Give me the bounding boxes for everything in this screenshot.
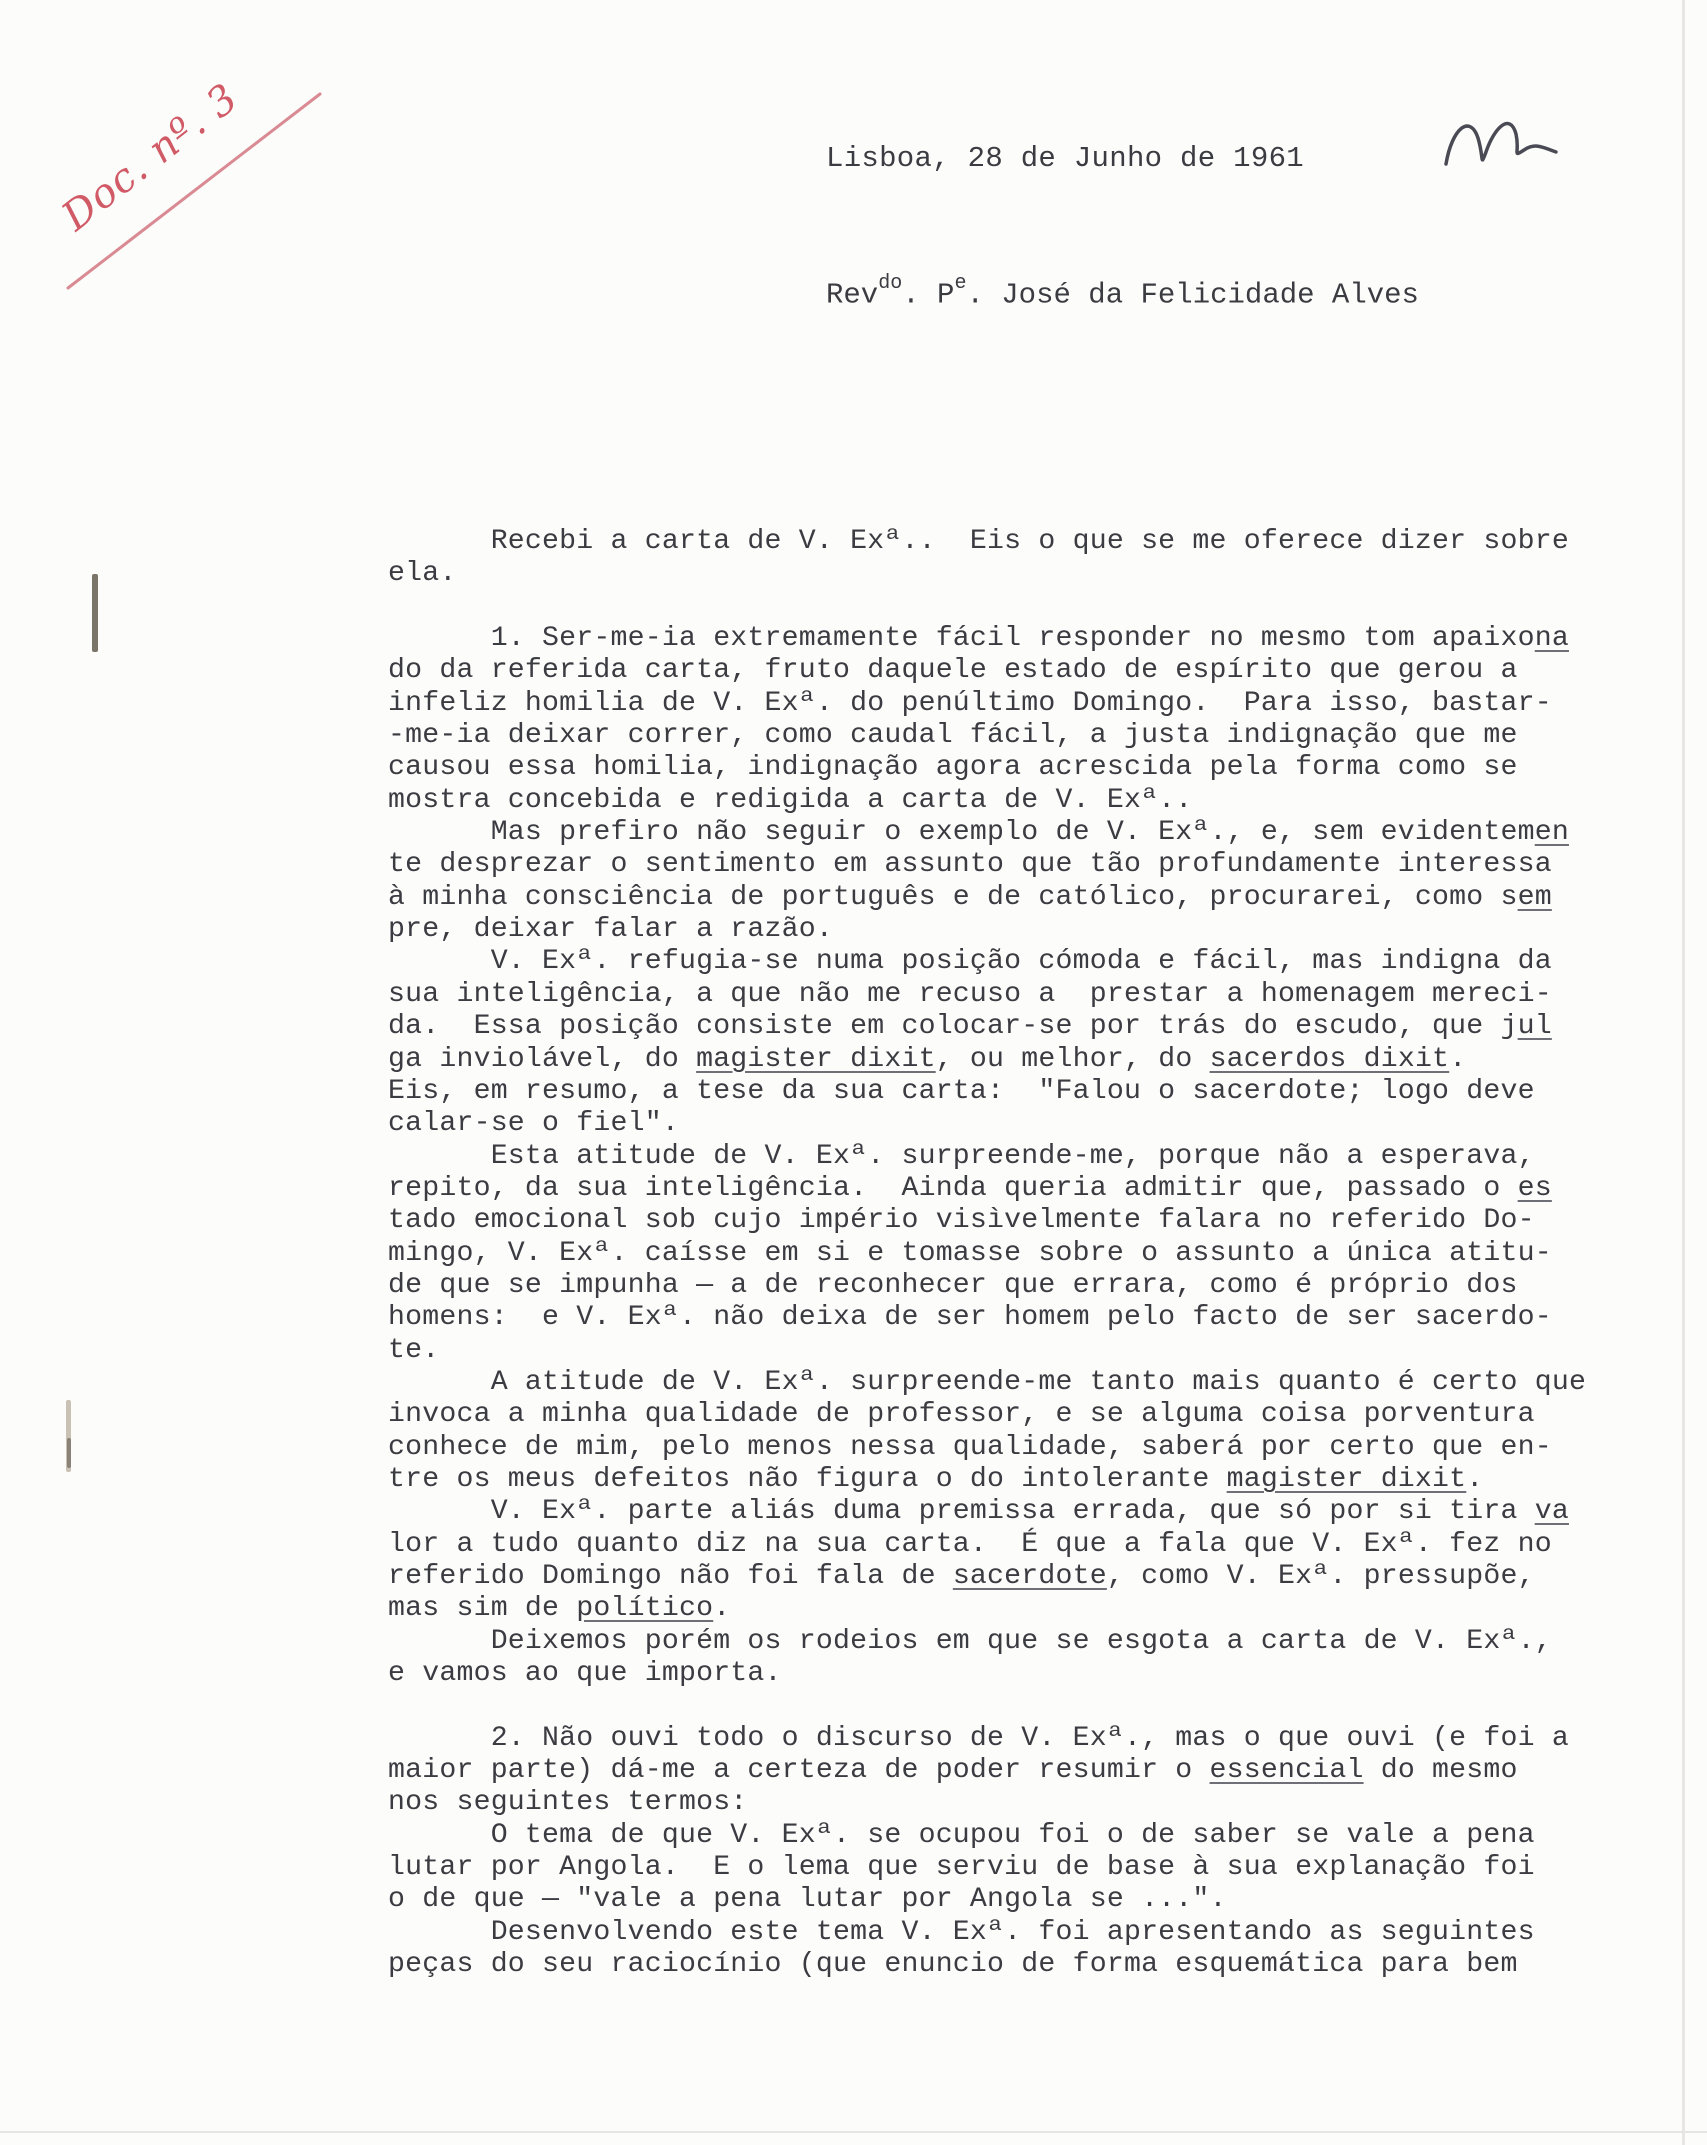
letter-line: mas sim de político. [388,1593,731,1625]
letter-line: mingo, V. Exª. caísse em si e tomasse sobre o assunto a única atitu- [388,1237,1552,1269]
underlined-text: político [576,1593,714,1625]
letter-line: -me-ia deixar correr, como caudal fácil, a justa indignação que me [388,720,1518,752]
letter-line: referido Domingo não foi fala de sacerdote, como V. Exª. pressupõe, [388,1561,1535,1592]
letter-line: 1. Ser-me-ia extremamente fácil responder no mesmo tom apaixona [388,623,1569,655]
underlined-text: en [1534,817,1569,849]
letter-line: nos seguintes termos: [388,1787,748,1819]
letter-line: infeliz homilia de V. Exª. do penúltimo Domingo. Para isso, bastar- [388,687,1552,719]
letter-line: te. [388,1334,440,1366]
underlined-text: magister dixit [696,1043,936,1075]
letter-line: Mas prefiro não seguir o exemplo de V. Exª., e, sem evidentemen [388,817,1569,849]
letter-line: V. Exª. parte aliás duma premissa errada, que só por si tira va [388,1496,1569,1528]
letter-line: causou essa homilia, indignação agora acrescida pela forma como se [388,752,1518,784]
letter-line: te desprezar o sentimento em assunto que tão profundamente interessa [388,849,1552,881]
letter-line: Esta atitude de V. Exª. surpreende-me, porque não a esperava, [388,1140,1535,1172]
letter-line: ela. [388,558,457,590]
letter-line: da. Essa posição consiste em colocar-se por trás do escudo, que jul [388,1011,1552,1043]
letter-line: Recebi a carta de V. Exª.. Eis o que se me oferece dizer sobre [388,526,1569,557]
letter-line: ga inviolável, do magister dixit, ou melhor, do sacerdos dixit. [388,1043,1467,1075]
underlined-text: va [1534,1496,1569,1528]
letter-line: Desenvolvendo este tema V. Exª. foi apresentando as seguintes [388,1916,1535,1948]
letter-line: 2. Não ouvi todo o discurso de V. Exª., mas o que ouvi (e foi a [388,1722,1569,1754]
letter-line: à minha consciência de português e de católico, procurarei, como sem [388,881,1552,913]
letter-line: Eis, em resumo, a tese da sua carta: "Falou o sacerdote; logo deve [388,1075,1535,1107]
underlined-text: sacerdos dixit [1209,1043,1450,1075]
letter-line: lutar por Angola. E o lema que serviu de base à sua explanação foi [388,1852,1535,1884]
letter-line: do da referida carta, fruto daquele estado de espírito que gerou a [388,655,1518,687]
letter-line: tado emocional sob cujo império visìvelmente falara no referido Do- [388,1205,1535,1237]
letter-line: O tema de que V. Exª. se ocupou foi o de saber se vale a pena [388,1819,1535,1851]
handwritten-initial-icon [1440,108,1560,178]
addressee-prefix: Rev [826,278,879,312]
staple-mark [92,574,98,652]
letter-line: V. Exª. refugia-se numa posição cómoda e fácil, mas indigna da [388,946,1552,978]
letter-line: peças do seu raciocínio (que enuncio de forma esquemática para bem [388,1949,1518,1981]
letter-date: Lisboa, 28 de Junho de 1961 [826,142,1304,175]
underlined-text: magister dixit [1226,1463,1467,1495]
underlined-text: sacerdote [952,1561,1107,1592]
underlined-text: em [1517,881,1552,913]
archive-annotation [38,74,338,310]
letter-line: Deixemos porém os rodeios em que se esgota a carta de V. Exª., [388,1625,1552,1657]
letter-line: sua inteligência, a que não me recuso a prestar a homenagem mereci- [388,978,1552,1010]
paper-edge-right [1682,0,1685,2145]
addressee-prefix-sup: do [878,272,903,295]
underlined-text: ul [1517,1011,1552,1043]
addressee-mid: . P [902,278,955,312]
annotation-label: Doc. nº. 3 [53,74,248,241]
letter-line: calar-se o fiel". [388,1108,679,1140]
letter-line: A atitude de V. Exª. surpreende-me tanto mais quanto é certo que [388,1366,1587,1398]
addressee-line [826,272,1419,312]
letter-line: tre os meus defeitos não figura o do intolerante magister dixit. [388,1463,1484,1495]
letter-line: lor a tudo quanto diz na sua carta. É que a fala que V. Exª. fez no [388,1528,1552,1560]
letter-line: maior parte) dá-me a certeza de poder resumir o essencial do mesmo [388,1755,1518,1787]
letter-line: pre, deixar falar a razão. [388,914,833,946]
letter-line: homens: e V. Exª. não deixa de ser homem pelo facto de ser sacerdo- [388,1302,1552,1334]
letter-line: invoca a minha qualidade de professor, e se alguma coisa porventura [388,1399,1535,1431]
punch-hole-shadow [67,1438,71,1468]
letter-line [388,591,1608,623]
letter-line: de que se impunha — a de reconhecer que errara, como é próprio dos [388,1269,1518,1301]
paper-edge-bottom [0,2131,1707,2133]
letter-line: e vamos ao que importa. [388,1658,782,1690]
letter-line: conhece de mim, pelo menos nessa qualidade, saberá por certo que en- [388,1431,1552,1463]
addressee-mid-sup: e [954,272,967,295]
underlined-text: es [1517,1172,1552,1204]
letter-line: mostra concebida e redigida a carta de V. Exª.. [388,784,1193,816]
letter-body [388,526,1608,1981]
underlined-text: essencial [1209,1755,1364,1787]
letter-line: repito, da sua inteligência. Ainda queria admitir que, passado o es [388,1172,1552,1204]
letter-line [388,1690,1608,1722]
letter-line: o de que — "vale a pena lutar por Angola se ...". [388,1884,1227,1916]
addressee-name: . José da Felicidade Alves [966,278,1419,312]
underlined-text: na [1534,623,1569,655]
